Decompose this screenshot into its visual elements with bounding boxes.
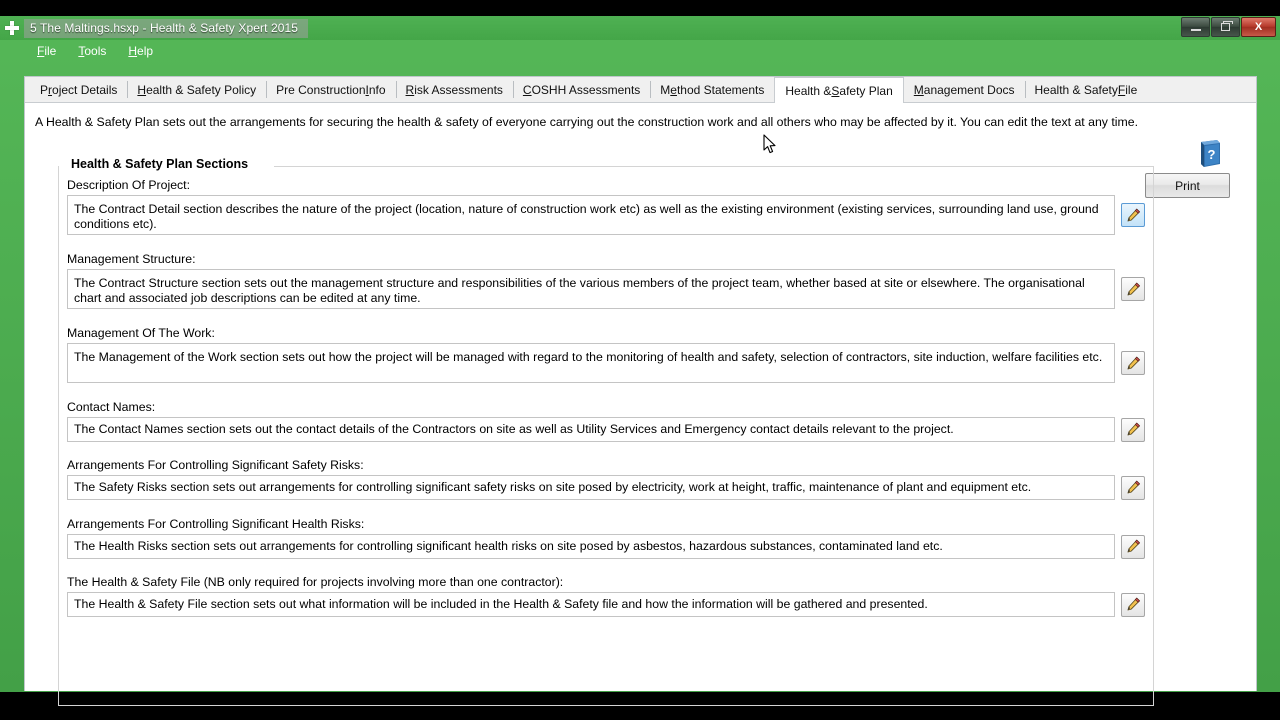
menu-item-tools[interactable] <box>67 42 117 60</box>
edit-button-management-of-the-work[interactable] <box>1121 351 1145 375</box>
tab-label-post: ealth & Safety Policy <box>146 82 257 97</box>
group-box-top-line <box>274 166 1153 167</box>
menu-tools-rest: ools <box>84 43 107 58</box>
tab-coshh-assessments[interactable] <box>513 77 650 102</box>
print-button[interactable] <box>1145 173 1230 198</box>
tab-label-pre: P <box>40 82 49 97</box>
section-row <box>67 269 1147 309</box>
pencil-icon <box>1126 422 1141 437</box>
menu-file-rest: ile <box>44 43 57 58</box>
edit-button-description-of-project[interactable] <box>1121 203 1145 227</box>
section-health-risks <box>67 517 1147 559</box>
restore-icon <box>1221 23 1230 31</box>
tab-label-pre: M <box>660 82 671 97</box>
pencil-icon <box>1126 282 1141 297</box>
title-text-container <box>24 19 308 38</box>
section-label: Management Of The Work: <box>67 326 215 340</box>
print-button-label: Print <box>1175 178 1200 193</box>
section-text-description-of-project[interactable]: The Contract Detail section describes the nature of the project (location, nature of construction work etc) as well as the existing environment (existing services, surrounding land use, ground conditions etc). <box>67 195 1115 235</box>
tab-risk-assessments[interactable] <box>396 77 513 102</box>
section-text-health-risks[interactable]: The Health Risks section sets out arrangements for controlling significant health risks on site posed by asbestos, hazardous substances, contaminated land etc. <box>67 534 1115 559</box>
edit-button-health-safety-file[interactable] <box>1121 593 1145 617</box>
section-row <box>67 343 1147 383</box>
section-health-safety-file <box>67 575 1147 617</box>
menu-item-file[interactable] <box>26 42 67 60</box>
tab-label-accesskey: F <box>1117 82 1126 97</box>
title-bar <box>0 16 1280 40</box>
tab-label-post: OSHH Assessments <box>531 82 641 97</box>
section-management-of-the-work <box>67 326 1147 383</box>
tab-label-accesskey: M <box>913 82 924 97</box>
section-contact-names <box>67 400 1147 442</box>
client-area <box>24 76 1257 691</box>
section-description-of-project <box>67 178 1147 235</box>
section-row <box>67 417 1147 442</box>
menu-tools-accesskey: T <box>78 43 85 58</box>
edit-button-contact-names[interactable] <box>1121 418 1145 442</box>
tab-label-post: thod Statements <box>676 82 765 97</box>
edit-button-health-risks[interactable] <box>1121 535 1145 559</box>
tab-health-safety-file[interactable] <box>1025 77 1148 102</box>
minimize-button[interactable] <box>1181 17 1210 37</box>
tab-label-post: ile <box>1125 82 1138 97</box>
maximize-restore-button[interactable] <box>1211 17 1240 37</box>
tab-method-statements[interactable] <box>650 77 774 102</box>
section-label: Management Structure: <box>67 252 196 266</box>
tab-label-accesskey: S <box>831 83 840 98</box>
menu-item-help[interactable] <box>117 42 164 60</box>
tab-label-accesskey: H <box>137 82 147 97</box>
tab-label-post: afety Plan <box>839 83 893 98</box>
section-text-health-safety-file[interactable]: The Health & Safety File section sets out what information will be included in the Health & Safety file and how the information will be gathered and presented. <box>67 592 1115 617</box>
tab-label-post: nfo <box>368 82 386 97</box>
tab-label-post: isk Assessments <box>414 82 503 97</box>
section-text-management-structure[interactable]: The Contract Structure section sets out the management structure and responsibilities of the various members of the project team, whether based at site or elsewhere. The organisational chart and associated job descriptions can be edited at any time. <box>67 269 1115 309</box>
pencil-icon <box>1126 539 1141 554</box>
group-box-title: Health & Safety Plan Sections <box>67 157 254 171</box>
section-text-contact-names[interactable]: The Contact Names section sets out the contact details of the Contractors on site as well as Utility Services and Emergency contact details relevant to the project. <box>67 417 1115 442</box>
tab-page-health-safety-plan <box>25 103 1256 691</box>
tab-label-accesskey: e <box>670 82 677 97</box>
window-controls <box>1181 17 1276 37</box>
section-text-safety-risks[interactable]: The Safety Risks section sets out arrangements for controlling significant safety risks on site posed by electricity, work at height, traffic, maintenance of plant and equipment etc. <box>67 475 1115 500</box>
application-window <box>0 16 1280 692</box>
section-label: Description Of Project: <box>67 178 191 192</box>
section-row <box>67 195 1147 235</box>
tab-health-safety-plan[interactable] <box>774 77 903 103</box>
section-text-management-of-the-work[interactable]: The Management of the Work section sets out how the project will be managed with regard to the monitoring of health and safety, selection of contractors, site induction, welfare facilities etc. <box>67 343 1115 383</box>
tab-label-accesskey: C <box>522 82 532 97</box>
window-title: 5 The Maltings.hsxp - Health & Safety Xpert 2015 <box>30 21 299 35</box>
tab-label-pre: Health & <box>785 83 832 98</box>
pencil-icon <box>1126 208 1141 223</box>
tab-label-post: anagement Docs <box>923 82 1015 97</box>
pencil-icon <box>1126 597 1141 612</box>
section-safety-risks <box>67 458 1147 500</box>
section-label: Contact Names: <box>67 400 156 414</box>
pencil-icon <box>1126 356 1141 371</box>
section-management-structure <box>67 252 1147 309</box>
section-label: Arrangements For Controlling Significant Safety Risks: <box>67 458 364 472</box>
tab-label-pre: Health & Safety <box>1034 82 1118 97</box>
menu-help-accesskey: H <box>128 43 138 58</box>
edit-button-management-structure[interactable] <box>1121 277 1145 301</box>
menu-file-accesskey: F <box>37 43 45 58</box>
pencil-icon <box>1126 480 1141 495</box>
tab-label-pre: Pre Construction <box>276 82 366 97</box>
tab-label-accesskey: I <box>365 82 369 97</box>
help-book-icon[interactable] <box>1196 139 1224 169</box>
tab-project-details[interactable] <box>30 77 127 102</box>
tab-label-accesskey: R <box>405 82 415 97</box>
section-row <box>67 475 1147 500</box>
svg-text:?: ? <box>1207 147 1216 162</box>
tab-strip <box>25 77 1256 103</box>
page-intro-text: A Health & Safety Plan sets out the arrangements for securing the health & safety of everyone carrying out the construction work and all others who may be affected by it. You can edit the text at any time. <box>35 115 1139 129</box>
edit-button-safety-risks[interactable] <box>1121 476 1145 500</box>
section-label: Arrangements For Controlling Significant Health Risks: <box>67 517 365 531</box>
health-safety-plan-sections-group <box>58 157 1154 706</box>
close-button[interactable] <box>1241 17 1276 37</box>
menu-help-rest: elp <box>137 43 154 58</box>
section-label: The Health & Safety File (NB only required for projects involving more than one contractor): <box>67 575 564 589</box>
close-icon: X <box>1254 20 1263 33</box>
plus-cross-icon <box>4 20 20 36</box>
tab-label-accesskey: r <box>48 82 53 97</box>
tab-pre-construction-info[interactable] <box>266 77 395 102</box>
section-row <box>67 592 1147 617</box>
minimize-icon <box>1191 29 1201 31</box>
tab-label-post: oject Details <box>52 82 118 97</box>
section-row <box>67 534 1147 559</box>
tab-management-docs[interactable] <box>904 77 1025 102</box>
tab-health-safety-policy[interactable] <box>127 77 266 102</box>
menu-bar <box>0 40 1280 61</box>
